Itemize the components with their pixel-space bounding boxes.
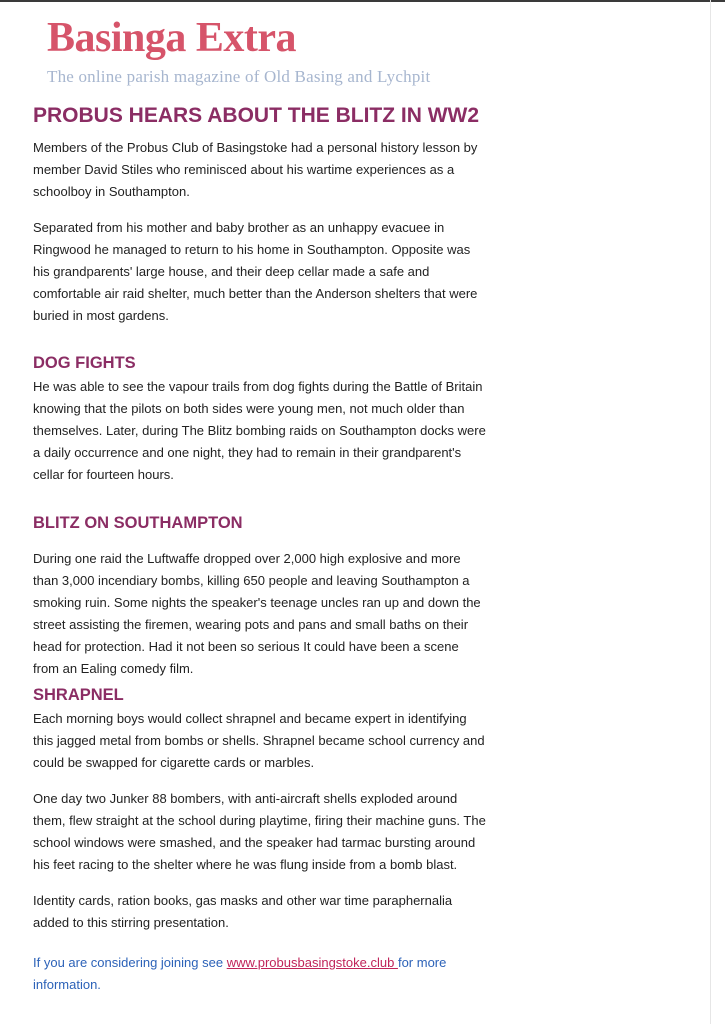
magazine-tagline: The online parish magazine of Old Basing and Lychpit bbox=[47, 67, 431, 86]
membership-note bbox=[33, 952, 488, 996]
section-heading-blitz-on-southampton: BLITZ ON SOUTHAMPTON bbox=[33, 514, 243, 532]
membership-note-text: If you are considering joining see bbox=[33, 955, 227, 970]
probus-website-link[interactable]: www.probusbasingstoke.club bbox=[226, 955, 398, 970]
shrapnel-paragraph-2: One day two Junker 88 bombers, with anti-aircraft shells exploded around them, flew straight at the school during playtime, firing their machine guns. The school windows were smashed, and the speaker had tarmac bursting around his feet racing to the shelter where he was flung inside from a bomb blast. bbox=[33, 791, 486, 872]
intro-paragraph-1: Members of the Probus Club of Basingstoke had a personal history lesson by member David Stiles who reminisced about his wartime experiences as a schoolboy in Southampton. bbox=[33, 140, 478, 199]
page-right-edge bbox=[710, 0, 711, 1024]
shrapnel-paragraph-3: Identity cards, ration books, gas masks and other war time paraphernalia added to this stirring presentation. bbox=[33, 893, 453, 930]
membership-note-tail: for more information. bbox=[33, 955, 447, 992]
section-heading-shrapnel: SHRAPNEL bbox=[33, 686, 124, 704]
article-headline: PROBUS HEARS ABOUT THE BLITZ IN WW2 bbox=[33, 104, 480, 127]
shrapnel-paragraph-1: Each morning boys would collect shrapnel and became expert in identifying this jagged metal from bombs or shells. Shrapnel became school currency and could be swapped for cigarette cards or marbles. bbox=[33, 711, 485, 770]
intro-paragraph-2: Separated from his mother and baby brother as an unhappy evacuee in Ringwood he managed to return to his home in Southampton. Opposite was his grandparents' large house, and their deep cellar made a safe and comfortable air raid shelter, much better than the Anderson shelters that were buried in most gardens. bbox=[33, 220, 478, 323]
page-top-border bbox=[0, 0, 725, 2]
dog-fights-paragraph: He was able to see the vapour trails from dog fights during the Battle of Britain knowing that the pilots on both sides were young men, not much older than themselves. Later, during The Blitz bombing raids on Southampton docks were a daily occurrence and one night, they had to remain in their grandparent's cellar for fourteen hours. bbox=[33, 379, 486, 482]
blitz-paragraph: During one raid the Luftwaffe dropped over 2,000 high explosive and more than 3,000 incendiary bombs, killing 650 people and leaving Southampton a smoking ruin. Some nights the speaker's teenage uncles ran up and down the street assisting the firemen, wearing pots and pans and small baths on their head for protection. Had it not been so serious It could have been a scene from an Ealing comedy film. bbox=[33, 551, 481, 676]
masthead bbox=[47, 12, 430, 88]
section-heading-dog-fights: DOG FIGHTS bbox=[33, 354, 136, 372]
magazine-title: Basinga Extra bbox=[47, 15, 297, 61]
article bbox=[33, 102, 488, 996]
